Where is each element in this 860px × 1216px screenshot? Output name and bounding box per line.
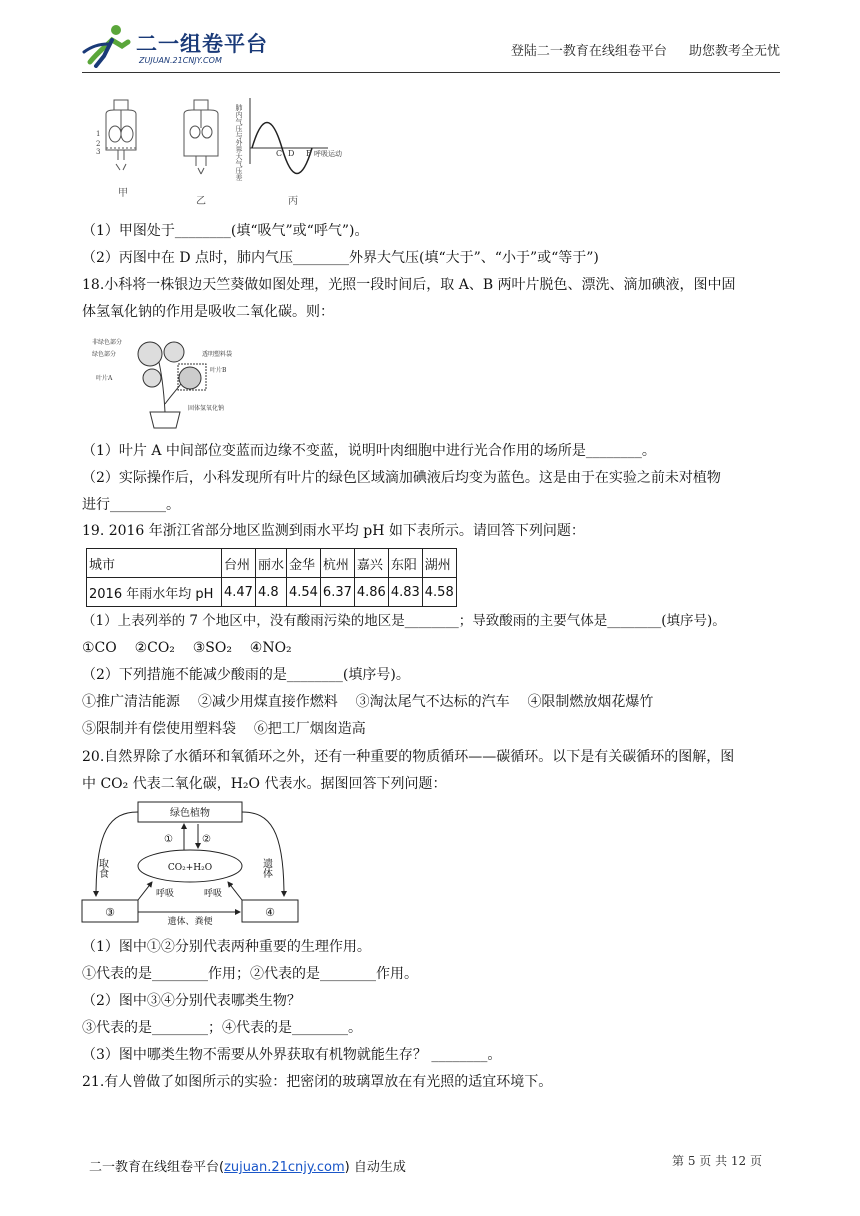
q20-sub2: （2）图中③④分别代表哪类生物？	[82, 993, 301, 1009]
slogan-2: 助您教考全无忧	[688, 44, 780, 59]
q20-stem-1: 20.自然界除了水循环和氧循环之外，还有一种重要的物质循环——碳循环。以下是有关碳循环的图解，图	[82, 749, 735, 765]
logo	[82, 22, 272, 72]
svg-text:肺内气压与外界大气压差: 肺内气压与外界大气压差	[235, 104, 243, 181]
q18-sub2-a: （2）实际操作后，小科发现所有叶片的绿色区域滴加碘液后均变为蓝色。这是由于在实验之前未对植物	[82, 470, 721, 486]
table-row-ph	[87, 578, 457, 607]
table-cell-city: 金华	[286, 549, 320, 578]
option-so2: ③SO₂	[192, 640, 232, 656]
svg-text:取食: 取食	[96, 858, 108, 878]
svg-text:呼吸运动: 呼吸运动	[314, 150, 342, 158]
table-cell-city: 台州	[222, 549, 256, 578]
q20-sub1: （1）图中①②分别代表两种重要的生理作用。	[82, 939, 371, 955]
svg-text:叶片B: 叶片B	[210, 367, 227, 374]
table-cell-city: 东阳	[388, 549, 422, 578]
q20-sub1-answer: ①代表的是________作用；②代表的是________作用。	[82, 966, 418, 982]
table-row-label: 2016 年雨水年均 pH	[87, 578, 222, 607]
measure-option: ①推广清洁能源	[82, 694, 180, 710]
svg-text:3: 3	[96, 148, 101, 156]
q18-stem-2: 体氢氧化钠的作用是吸收二氧化碳。则：	[82, 304, 334, 320]
svg-text:固体氢氧化钠: 固体氢氧化钠	[188, 405, 225, 412]
svg-text:1: 1	[96, 130, 101, 138]
slogan-1: 登陆二一教育在线组卷平台	[510, 44, 667, 59]
table-cell-city: 丽水	[255, 549, 286, 578]
breathing-figure	[92, 92, 372, 210]
svg-text:④: ④	[265, 906, 275, 919]
svg-text:2: 2	[96, 140, 101, 148]
q17-sub2: （2）丙图中在 D 点时，肺内气压________外界大气压(填“大于”、“小于”或“等于”)	[82, 250, 599, 266]
svg-text:D: D	[288, 149, 295, 158]
table-cell-ph: 4.54	[286, 578, 320, 607]
svg-text:①: ①	[164, 834, 173, 845]
svg-text:非绿色部分: 非绿色部分	[92, 339, 123, 346]
footer-link[interactable]: zujuan.21cnjy.com	[224, 1160, 345, 1175]
header-slogan	[493, 40, 780, 59]
table-cell-ph: 6.37	[320, 578, 354, 607]
header-rule	[82, 72, 780, 73]
label-jia: 甲	[118, 188, 128, 199]
bell-jar-jia	[96, 100, 136, 170]
q20-stem-2: 中 CO₂ 代表二氧化碳，H₂O 代表水。据图回答下列问题：	[82, 776, 447, 792]
table-cell-city: 湖州	[422, 549, 456, 578]
table-cell-ph: 4.83	[388, 578, 422, 607]
carbon-cycle-diagram	[80, 800, 304, 928]
svg-text:遗体、粪便: 遗体、粪便	[167, 917, 213, 927]
svg-text:透明塑料袋: 透明塑料袋	[202, 351, 233, 358]
page-header	[82, 22, 780, 74]
q18-stem-1: 18.小科将一株银边天竺葵做如图处理，光照一段时间后，取 A、B 两叶片脱色、漂洗、滴加碘液，图中固	[82, 277, 736, 293]
measure-option: ②减少用煤直接作燃料	[197, 694, 338, 710]
measure-option: ⑥把工厂烟囱造高	[253, 721, 366, 737]
logo-text: 二一组卷平台	[136, 32, 268, 56]
svg-text:呼吸: 呼吸	[156, 889, 175, 899]
svg-text:F: F	[306, 149, 312, 158]
q19-measure-options-2	[82, 718, 366, 740]
measure-option: ⑤限制并有偿使用塑料袋	[82, 721, 236, 737]
table-cell-city: 杭州	[320, 549, 354, 578]
plant-drawing	[138, 342, 206, 428]
footer-source: 二一教育在线组卷平台(zujuan.21cnjy.com) 自动生成	[89, 1160, 406, 1175]
table-cell-ph: 4.86	[354, 578, 388, 607]
pressure-graph	[235, 98, 343, 181]
bell-jar-yi	[184, 100, 218, 174]
measure-option: ③淘汰尾气不达标的汽车	[355, 694, 510, 710]
svg-text:②: ②	[202, 834, 211, 845]
q19-sub2: （2）下列措施不能减少酸雨的是________(填序号)。	[82, 667, 410, 683]
svg-text:CO₂+H₂O: CO₂+H₂O	[167, 863, 213, 873]
option-co: ①CO	[82, 640, 117, 656]
q19-measure-options-1	[82, 691, 653, 713]
table-cell-ph: 4.8	[255, 578, 286, 607]
q19-stem: 19. 2016 年浙江省部分地区监测到雨水平均 pH 如下表所示。请回答下列问题：	[82, 523, 585, 539]
svg-text:呼吸: 呼吸	[204, 889, 223, 899]
table-header-label: 城市	[87, 549, 222, 578]
running-man-logo-icon	[82, 22, 134, 68]
svg-text:C: C	[276, 149, 283, 158]
logo-subtext: ZUJUAN.21CNJY.COM	[139, 56, 222, 65]
geranium-figure	[92, 334, 252, 430]
svg-text:叶片A: 叶片A	[96, 375, 113, 382]
table-cell-ph: 4.47	[222, 578, 256, 607]
option-co2: ②CO₂	[134, 640, 175, 656]
q21-stem: 21.有人曾做了如图所示的实验：把密闭的玻璃罩放在有光照的适宜环境下。	[82, 1074, 553, 1090]
label-yi: 乙	[196, 196, 206, 207]
svg-text:③: ③	[105, 906, 115, 919]
table-cell-ph: 4.58	[422, 578, 456, 607]
ph-table	[86, 548, 457, 607]
svg-text:绿色部分: 绿色部分	[92, 351, 117, 358]
svg-text:绿色植物: 绿色植物	[170, 808, 210, 819]
svg-text:遗体: 遗体	[260, 858, 272, 878]
measure-option: ④限制燃放烟花爆竹	[527, 694, 654, 710]
q17-sub1: （1）甲图处于________(填“吸气”或“呼气”)。	[82, 223, 369, 239]
option-no2: ④NO₂	[249, 640, 292, 656]
q20-sub2-answer: ③代表的是________；④代表的是________。	[82, 1020, 362, 1036]
q20-sub3: （3）图中哪类生物不需要从外界获取有机物就能生存？ ________。	[82, 1047, 502, 1063]
q19-gas-options	[82, 637, 292, 659]
label-bing: 丙	[288, 196, 298, 207]
q18-sub1: （1）叶片 A 中间部位变蓝而边缘不变蓝，说明叶肉细胞中进行光合作用的场所是________。	[82, 443, 656, 459]
page-number: 第 5 页 共 12 页	[672, 1154, 762, 1168]
table-row-cities	[87, 549, 457, 578]
q18-sub2-b: 进行________。	[82, 497, 180, 513]
table-cell-city: 嘉兴	[354, 549, 388, 578]
q19-sub1: （1）上表列举的 7 个地区中，没有酸雨污染的地区是________；导致酸雨的主要气体是________(填序号)。	[82, 613, 726, 629]
